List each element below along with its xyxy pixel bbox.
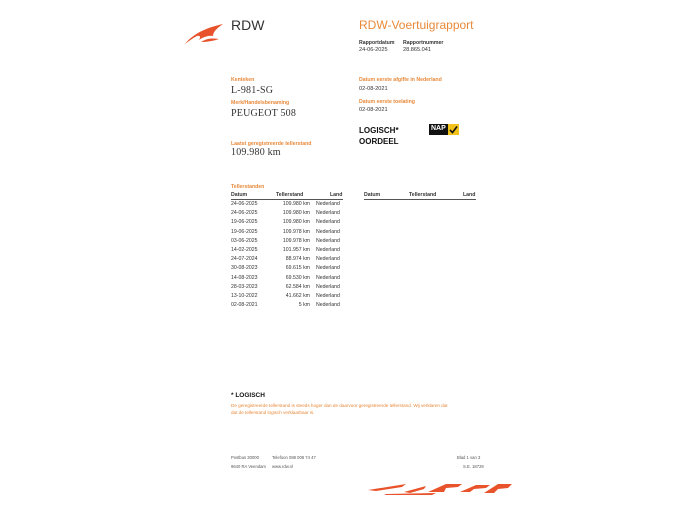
row-tellerstand: 109.980 km xyxy=(282,201,310,207)
kenteken-label: Kenteken xyxy=(231,77,255,83)
teller-label: Laatst geregistreerde tellerstand xyxy=(231,141,312,147)
oordeel-line2: OORDEEL xyxy=(359,137,399,146)
kenteken-value: L-981-SG xyxy=(231,85,274,96)
row-tellerstand: 62.584 km xyxy=(285,283,310,290)
row-tellerstand: 109.978 km xyxy=(282,237,310,244)
tellerstanden-title: Tellerstanden xyxy=(231,184,265,190)
row-tellerstand: 41.662 km xyxy=(285,293,310,299)
row-date: 13-10-2022 xyxy=(231,293,258,299)
rapportnummer-label: Rapportnummer xyxy=(403,40,444,46)
row-date: 28-03-2023 xyxy=(231,283,258,290)
row-date: 30-08-2023 xyxy=(231,265,258,272)
row-land: Nederland xyxy=(316,247,340,253)
footer-phone: Telefoon 088 008 74 47 xyxy=(272,455,316,460)
merk-value: PEUGEOT 508 xyxy=(231,108,297,119)
table-header-rule-right xyxy=(364,199,476,200)
row-land: Nederland xyxy=(316,201,340,207)
row-land: Nederland xyxy=(316,210,340,217)
rdw-stripes-decoration xyxy=(366,480,516,496)
col-datum-header: Datum xyxy=(231,192,248,198)
footer-address2: 9640 RA Veendam xyxy=(231,464,266,469)
oordeel-line1: LOGISCH* xyxy=(359,126,399,135)
col-land-header-2: Land xyxy=(463,192,476,198)
row-tellerstand: 88.974 km xyxy=(285,256,310,263)
nap-badge-text: NAP xyxy=(431,125,446,132)
col-land-header: Land xyxy=(330,192,343,198)
row-land: Nederland xyxy=(316,293,340,299)
table-header-rule-left xyxy=(231,199,343,200)
rapportdatum-value: 24-06-2025 xyxy=(359,47,388,53)
eerste-toel-value: 02-08-2021 xyxy=(359,107,388,113)
eerste-toel-label: Datum eerste toelating xyxy=(359,99,415,105)
row-tellerstand: 5 km xyxy=(298,302,310,309)
footnote-title: * LOGISCH xyxy=(231,392,265,399)
eerste-nl-label: Datum eerste afgifte in Nederland xyxy=(359,77,442,83)
rapportnummer-value: 28.865.041 xyxy=(403,47,431,53)
row-land: Nederland xyxy=(316,283,340,290)
row-date: 24-06-2025 xyxy=(231,210,258,217)
row-date: 14-02-2025 xyxy=(231,247,258,253)
row-date: 14-08-2023 xyxy=(231,274,258,281)
col-tellerstand-header-2: Tellerstand xyxy=(409,192,437,198)
row-land: Nederland xyxy=(316,237,340,244)
row-tellerstand: 69.615 km xyxy=(285,265,310,272)
row-date: 19-06-2025 xyxy=(231,219,258,226)
row-date: 19-06-2025 xyxy=(231,228,258,235)
footer-page: Blad 1 van 3 xyxy=(457,455,481,460)
row-date: 03-06-2025 xyxy=(231,237,258,244)
footnote-line1: De geregistreerde tellerstand is steeds hoger dan de daarvoor geregistreerde tellerstand. Wij verklaren dat xyxy=(231,403,448,408)
row-date: 02-08-2021 xyxy=(231,302,258,309)
row-land: Nederland xyxy=(316,219,340,226)
nap-badge xyxy=(429,124,459,135)
checkmark-icon xyxy=(448,124,459,135)
row-date: 24-07-2024 xyxy=(231,256,258,263)
row-land: Nederland xyxy=(316,228,340,235)
footer-address1: Postbus 30000 xyxy=(231,455,259,460)
merk-label: Merk/Handelsbenaming xyxy=(231,100,290,106)
row-tellerstand: 109.980 km xyxy=(282,219,310,226)
row-land: Nederland xyxy=(316,256,340,263)
footer-web: www.rdw.nl xyxy=(272,464,293,469)
row-date: 24-06-2025 xyxy=(231,201,258,207)
footnote-line2: dat de tellerstand logisch verklaarbaar is. xyxy=(231,410,315,415)
row-tellerstand: 101.957 km xyxy=(282,247,310,253)
row-tellerstand: 69.530 km xyxy=(285,274,310,281)
row-land: Nederland xyxy=(316,302,340,309)
brand-name: RDW xyxy=(231,17,265,33)
row-tellerstand: 109.980 km xyxy=(282,210,310,217)
col-datum-header-2: Datum xyxy=(364,192,381,198)
teller-value: 109.980 km xyxy=(231,147,281,158)
report-title: RDW-Voertuigrapport xyxy=(359,18,474,32)
col-tellerstand-header: Tellerstand xyxy=(276,192,304,198)
footer-code: S.E. 18729 xyxy=(463,464,484,469)
rapportdatum-label: Rapportdatum xyxy=(359,40,395,46)
eerste-nl-value: 02-08-2021 xyxy=(359,86,388,92)
row-tellerstand: 109.978 km xyxy=(282,228,310,235)
rdw-logo-icon xyxy=(183,22,229,46)
row-land: Nederland xyxy=(316,274,340,281)
row-land: Nederland xyxy=(316,265,340,272)
